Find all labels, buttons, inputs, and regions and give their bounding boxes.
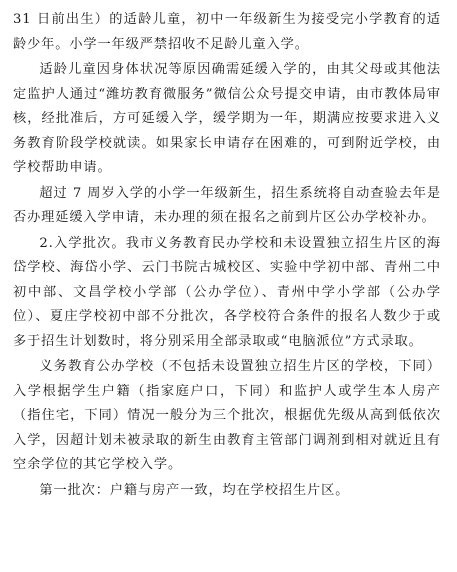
paragraph-admission-batches: 2.入学批次。我市义务教育民办学校和未设置独立招生片区的海岱学校、海岱小学、云门书院古城校区、实验中学初中部、青州二中初中部、文昌学校小学部（公办学位）、青州中学小学部（公办学位）、夏庄学校初中部不分批次，各学校符合条件的报名人数少于或多于招生计划数时，将分别采用全部录取或“电脑派位”方式录取。 — [13, 235, 441, 349]
paragraph-age-requirement: 31 日前出生）的适龄儿童，初中一年级新生为接受完小学教育的适龄少年。小学一年级严禁招收不足龄儿童入学。 — [13, 12, 441, 52]
paragraph-first-batch: 第一批次：户籍与房产一致，均在学校招生片区。 — [39, 482, 350, 498]
paragraph-public-school-batches: 义务教育公办学校（不包括未设置独立招生片区的学校，下同）入学根据学生户籍（指家庭户口，下同）和监护人或学生本人房产（指住宅，下同）情况一般分为三个批次，根据优先级从高到低依次入学，因超计划未被录取的新生由教育主管部门调剂到相对就近且有空余学位的其它学校入学。 — [13, 359, 441, 472]
paragraph-deferred-enrollment: 适龄儿童因身体状况等原因确需延缓入学的，由其父母或其他法定监护人通过“潍坊教育微服务”微信公众号提交申请，由市教体局审核，经批准后，方可延缓入学，缓学期为一年，期满应按要求进入义务教育阶段学校就读。如果家长申请存在困难的，可到附近学校，由学校帮助申请。 — [13, 62, 441, 175]
paragraph-over-age-check: 超过 7 周岁入学的小学一年级新生，招生系统将自动查验去年是否办理延缓入学申请，未办理的须在报名之前到片区公办学校补办。 — [13, 185, 441, 225]
